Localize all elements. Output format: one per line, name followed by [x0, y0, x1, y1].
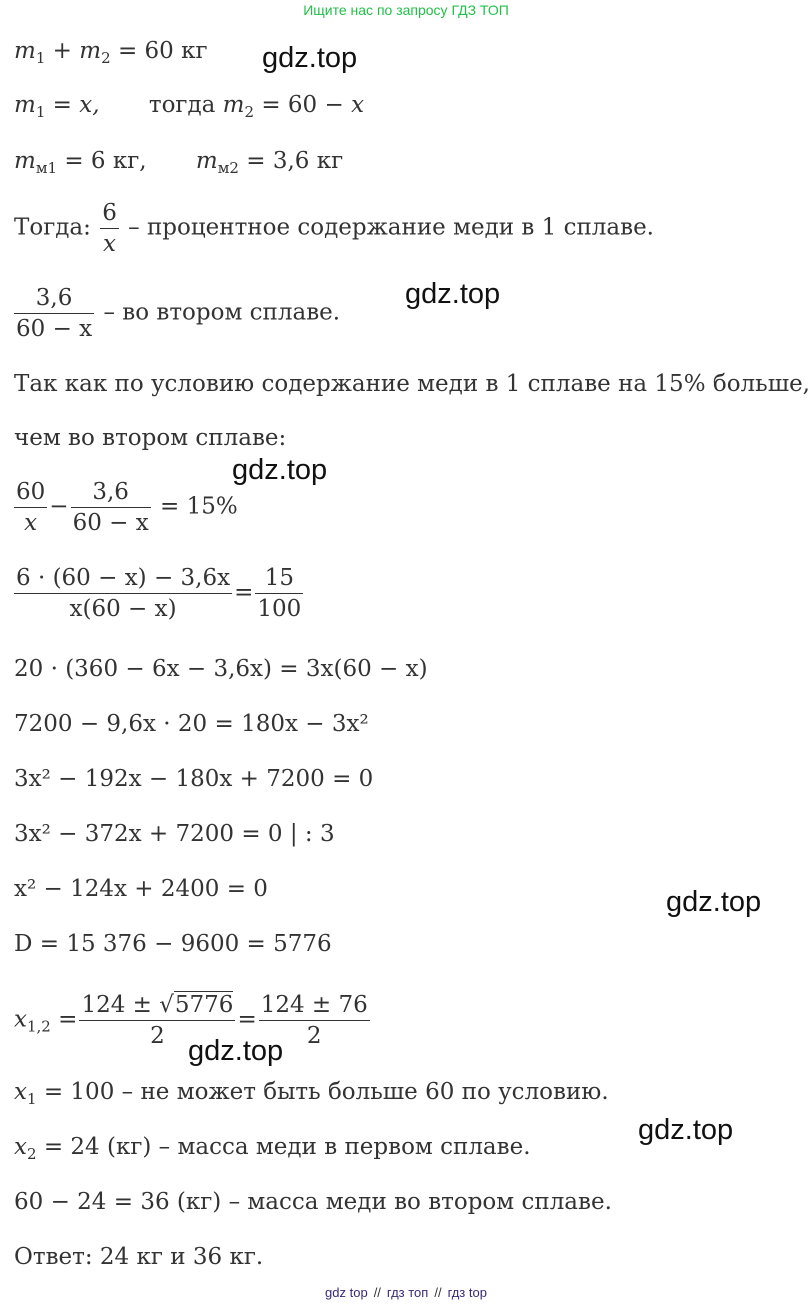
root-one: $x_1 = 100$ – не может быть больше 60 по условию. [14, 1079, 609, 1108]
footer-links [0, 1285, 812, 1300]
fraction: $\frac{6 \cdot (60 - x) - 3,6x}{x(60 - x)}$ [16, 565, 231, 622]
equation-copper-masses: $m_{м1} = 6$ кг, $m_{м2} = 3,6$ кг [14, 148, 344, 177]
equation-combined-fraction: $\frac{6 \cdot (60 - x) - 3,6x}{x(60 - x)}$ = $\frac{15}{100}$ [16, 565, 302, 622]
equation-mass-sum: $m_1 + m_2 = 60$ кг [14, 38, 208, 67]
text-condition-cont: чем во втором сплаве: [14, 425, 287, 451]
watermark: gdz.top [638, 1114, 734, 1146]
watermark: gdz.top [232, 454, 328, 486]
answer: Ответ: 24 кг и 36 кг. [14, 1244, 264, 1270]
discriminant: D = 15 376 − 9600 = 5776 [14, 931, 332, 957]
footer-link[interactable]: gdz top [325, 1285, 368, 1300]
watermark: gdz.top [666, 886, 762, 918]
equation-step: 20 · (360 − 6x − 3,6x) = 3x(60 − x) [14, 656, 428, 682]
text-percent-first-alloy: Тогда: $\frac{6}{x}$ – процентное содержание меди в 1 сплаве. [14, 200, 654, 257]
search-hint-link[interactable]: Ищите нас по запросу ГДЗ ТОП [303, 2, 509, 18]
equation-roots: $x_{1,2}$ = $\frac{124 \pm √5776}{2}$ = $\frac{124 \pm 76}{2}$ [14, 992, 368, 1049]
text-percent-second-alloy: $\frac{3,6}{60 - x}$ – во втором сплаве. [16, 285, 341, 342]
fraction: $\frac{15}{100}$ [257, 565, 302, 622]
fraction: $\frac{3,6}{60 - x}$ [72, 479, 149, 536]
fraction: $\frac{124 \pm √5776}{2}$ [81, 992, 234, 1049]
equation-step: 7200 − 9,6x · 20 = 180x − 3x² [14, 711, 369, 737]
fraction: $\frac{6}{x}$ [102, 200, 117, 257]
fraction: $\frac{60}{x}$ [16, 479, 46, 536]
footer-separator: // [373, 1285, 381, 1300]
watermark: gdz.top [405, 278, 501, 310]
equation-step: 3x² − 192x − 180x + 7200 = 0 [14, 766, 374, 792]
watermark: gdz.top [188, 1035, 284, 1067]
second-alloy-result: 60 − 24 = 36 (кг) – масса меди во втором сплаве. [14, 1189, 612, 1215]
footer-separator: // [434, 1285, 442, 1300]
footer-link[interactable]: гдз top [447, 1285, 487, 1300]
fraction: $\frac{124 \pm 76}{2}$ [260, 992, 368, 1049]
watermark: gdz.top [262, 42, 358, 74]
equation-step: x² − 124x + 2400 = 0 [14, 876, 268, 902]
equation-variable-definition: $m_1 = x$, тогда $m_2 = 60 - x$ [14, 92, 365, 121]
equation-step: 3x² − 372x + 7200 = 0 | : 3 [14, 821, 335, 847]
equation-percent-difference: $\frac{60}{x}$ − $\frac{3,6}{60 - x}$ = 15% [16, 479, 238, 536]
text-condition: Так как по условию содержание меди в 1 сплаве на 15% больше, [14, 371, 810, 397]
fraction: $\frac{3,6}{60 - x}$ [16, 285, 93, 342]
footer-link[interactable]: гдз топ [386, 1285, 429, 1300]
root-two: $x_2 = 24$ (кг) – масса меди в первом сплаве. [14, 1134, 531, 1163]
